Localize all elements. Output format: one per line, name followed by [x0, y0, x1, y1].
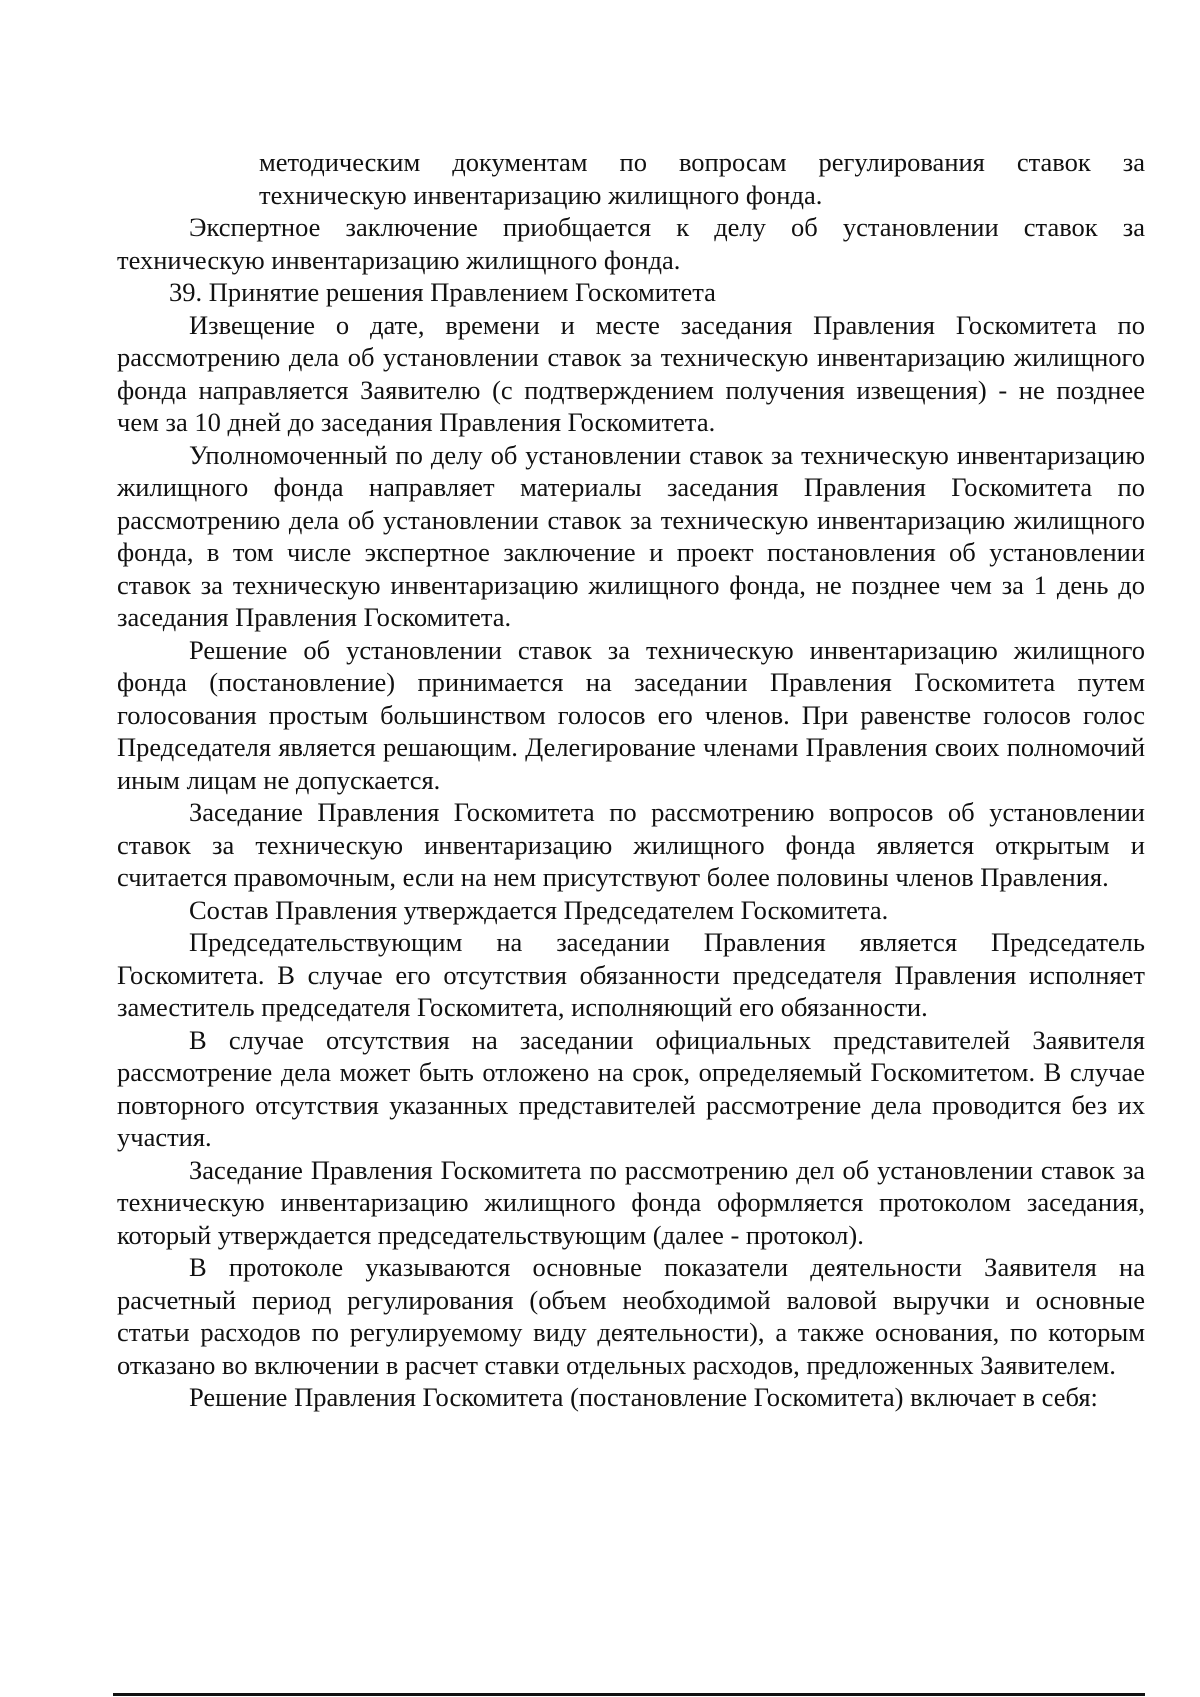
paragraph: Решение Правления Госкомитета (постановление Госкомитета) включает в себя: — [189, 1382, 1098, 1412]
paragraph: Уполномоченный по делу об установлении ставок за техническую инвентаризацию жилищного фонда направляет материалы заседания Правления Госкомитета по рассмотрению дела об установлении ставок за техническую инвентаризацию жилищного фонда, в том числе экспертное заключение и проект постановления об установлении ставок за техническую инвентаризацию жилищного фонда, не позднее чем за 1 день до заседания Правления Госкомитета. — [117, 439, 1145, 632]
footer-divider — [113, 1693, 1145, 1696]
continued-list-item: методическим документам по вопросам регулирования ставок за техническую инвентаризацию жилищного фонда. — [259, 147, 1145, 210]
paragraph: Извещение о дате, времени и месте заседания Правления Госкомитета по рассмотрению дела об установлении ставок за техническую инвентаризацию жилищного фонда направляется Заявителю (с подтверждением получения извещения) - не позднее чем за 10 дней до заседания Правления Госкомитета. — [117, 309, 1145, 437]
paragraph: В случае отсутствия на заседании официальных представителей Заявителя рассмотрение дела может быть отложено на срок, определяемый Госкомитетом. В случае повторного отсутствия указанных представителей рассмотрение дела проводится без их участия. — [117, 1024, 1145, 1152]
section-heading: 39. Принятие решения Правлением Госкомитета — [169, 277, 716, 307]
paragraph: Состав Правления утверждается Председателем Госкомитета. — [189, 894, 889, 925]
paragraph: Заседание Правления Госкомитета по рассмотрению дел об установлении ставок за техническую инвентаризацию жилищного фонда оформляется протоколом заседания, который утверждается председательствующим (далее - протокол). — [117, 1154, 1145, 1250]
document-body — [117, 146, 1145, 1414]
paragraph: В протоколе указываются основные показатели деятельности Заявителя на расчетный период регулирования (объем необходимой валовой выручки и основные статьи расходов по регулируемому виду деятельности), а также основания, по которым отказано во включении в расчет ставки отдельных расходов, предложенных Заявителем. — [117, 1252, 1145, 1380]
paragraph: Решение об установлении ставок за техническую инвентаризацию жилищного фонда (постановление) принимается на заседании Правления Госкомитета путем голосования простым большинством голосов его членов. При равенстве голосов голос Председателя является решающим. Делегирование членами Правления своих полномочий иным лицам не допускается. — [117, 634, 1145, 795]
paragraph: Заседание Правления Госкомитета по рассмотрению вопросов об установлении ставок за техническую инвентаризацию жилищного фонда является открытым и считается правомочным, если на нем присутствуют более половины членов Правления. — [117, 797, 1145, 892]
paragraph: Экспертное заключение приобщается к делу об установлении ставок за техническую инвентаризацию жилищного фонда. — [117, 212, 1145, 275]
paragraph: Председательствующим на заседании Правления является Председатель Госкомитета. В случае его отсутствия обязанности председателя Правления исполняет заместитель председателя Госкомитета, исполняющий его обязанности. — [117, 927, 1145, 1022]
